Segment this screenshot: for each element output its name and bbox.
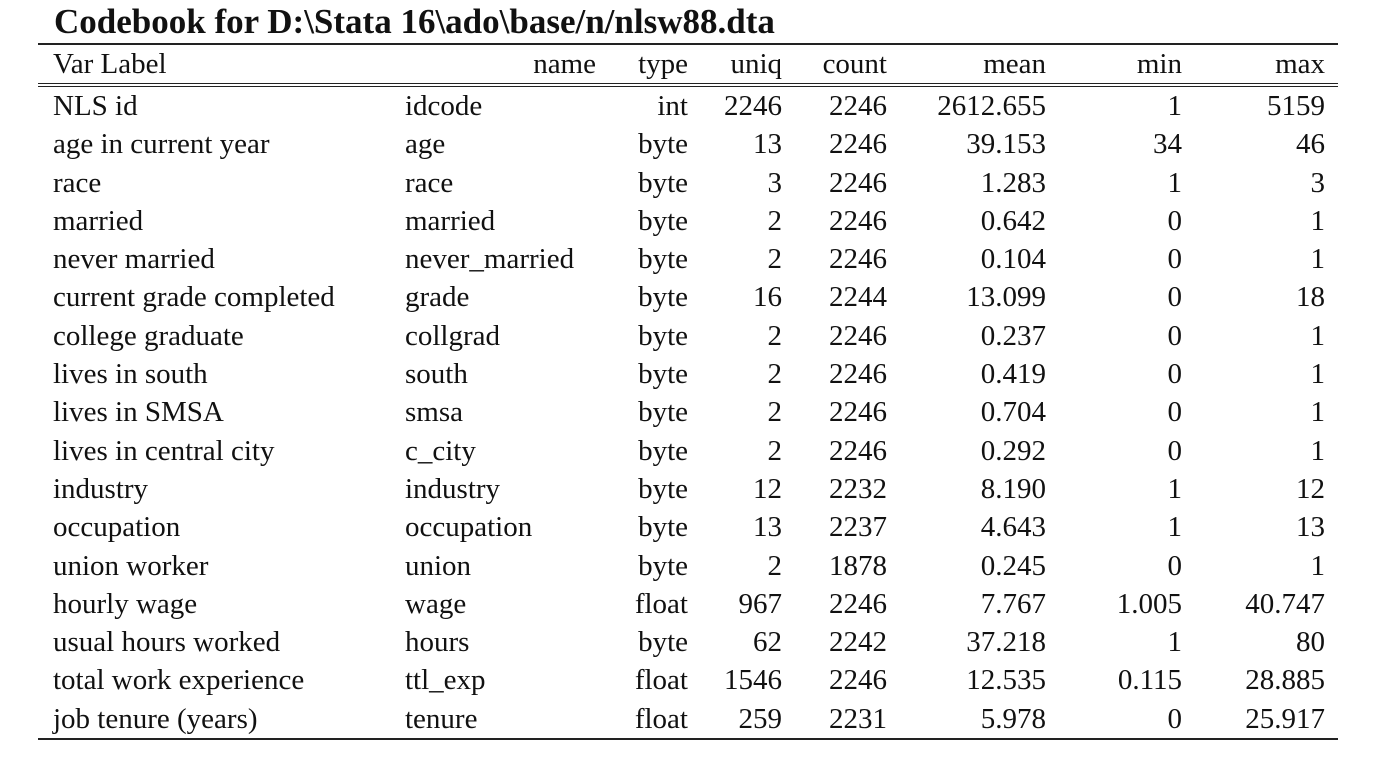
header-max: max — [1275, 48, 1325, 80]
table-row — [38, 164, 1338, 202]
cell-count: 2246 — [829, 166, 887, 199]
cell-label: age in current year — [53, 128, 270, 161]
cell-name: ttl_exp — [405, 664, 486, 697]
table-row — [38, 547, 1338, 585]
cell-mean: 37.218 — [966, 626, 1046, 659]
cell-uniq: 16 — [753, 281, 782, 314]
cell-mean: 4.643 — [980, 511, 1046, 544]
cell-type: byte — [638, 511, 688, 544]
cell-mean: 2612.655 — [937, 90, 1046, 122]
cell-max: 80 — [1296, 626, 1325, 659]
cell-min: 1 — [1167, 511, 1182, 544]
cell-max: 25.917 — [1245, 702, 1325, 735]
cell-type: byte — [638, 549, 688, 582]
cell-count: 2246 — [829, 128, 887, 161]
table-row — [38, 125, 1338, 163]
cell-name: grade — [405, 281, 470, 314]
cell-label: lives in south — [53, 358, 208, 391]
cell-type: byte — [638, 472, 688, 505]
cell-count: 2232 — [829, 472, 887, 505]
cell-min: 34 — [1153, 128, 1182, 161]
table-row — [38, 202, 1338, 240]
table-row — [38, 470, 1338, 508]
cell-mean: 8.190 — [980, 472, 1046, 505]
cell-count: 1878 — [829, 549, 887, 582]
cell-count: 2246 — [829, 243, 887, 276]
cell-min: 0 — [1167, 319, 1182, 352]
table-row — [38, 355, 1338, 393]
cell-mean: 13.099 — [966, 281, 1046, 314]
cell-mean: 0.237 — [980, 319, 1046, 352]
cell-label: hourly wage — [53, 587, 198, 620]
cell-name: tenure — [405, 702, 478, 735]
header-type: type — [638, 48, 688, 80]
cell-max: 1 — [1310, 204, 1325, 237]
cell-type: byte — [638, 396, 688, 429]
cell-name: age — [405, 128, 446, 161]
header-var-label: Var Label — [53, 48, 167, 80]
cell-min: 1 — [1167, 90, 1182, 122]
cell-label: lives in SMSA — [53, 396, 224, 429]
cell-min: 1 — [1167, 472, 1182, 505]
table-row — [38, 317, 1338, 355]
cell-label: union worker — [53, 549, 209, 582]
cell-type: byte — [638, 281, 688, 314]
cell-uniq: 13 — [753, 511, 782, 544]
cell-label: total work experience — [53, 664, 305, 697]
cell-type: float — [634, 664, 688, 697]
cell-label: current grade completed — [53, 281, 335, 314]
cell-type: int — [657, 90, 688, 122]
cell-mean: 5.978 — [980, 702, 1046, 735]
cell-uniq: 2 — [767, 358, 782, 391]
header-uniq: uniq — [730, 48, 782, 80]
cell-mean: 0.419 — [980, 358, 1046, 391]
cell-max: 46 — [1296, 128, 1325, 161]
cell-max: 1 — [1310, 358, 1325, 391]
cell-name: collgrad — [405, 319, 501, 352]
table-row — [38, 700, 1338, 738]
cell-name: idcode — [405, 90, 483, 122]
cell-type: byte — [638, 358, 688, 391]
cell-name: union — [405, 549, 472, 582]
cell-max: 3 — [1310, 166, 1325, 199]
cell-name: occupation — [405, 511, 533, 544]
cell-uniq: 13 — [753, 128, 782, 161]
cell-max: 1 — [1310, 549, 1325, 582]
cell-count: 2242 — [829, 626, 887, 659]
cell-mean: 0.704 — [980, 396, 1046, 429]
cell-max: 28.885 — [1245, 664, 1325, 697]
cell-uniq: 3 — [767, 166, 782, 199]
cell-type: byte — [638, 626, 688, 659]
cell-min: 0 — [1167, 204, 1182, 237]
cell-min: 0 — [1167, 396, 1182, 429]
cell-count: 2231 — [829, 702, 887, 735]
cell-min: 0 — [1167, 243, 1182, 276]
cell-max: 1 — [1310, 396, 1325, 429]
cell-name: married — [405, 204, 496, 237]
cell-uniq: 2 — [767, 319, 782, 352]
header-mean: mean — [983, 48, 1046, 80]
cell-label: never married — [53, 243, 215, 276]
cell-type: byte — [638, 319, 688, 352]
codebook-table — [38, 43, 1338, 740]
cell-count: 2246 — [829, 204, 887, 237]
cell-name: smsa — [405, 396, 463, 429]
cell-max: 5159 — [1267, 90, 1325, 122]
table-body — [38, 87, 1338, 738]
table-row — [38, 508, 1338, 546]
cell-type: byte — [638, 204, 688, 237]
cell-mean: 39.153 — [966, 128, 1046, 161]
table-row — [38, 432, 1338, 470]
table-row — [38, 87, 1338, 125]
cell-name: race — [405, 166, 454, 199]
cell-max: 1 — [1310, 243, 1325, 276]
cell-min: 0 — [1167, 358, 1182, 391]
cell-min: 0.115 — [1117, 664, 1182, 697]
cell-count: 2246 — [829, 587, 887, 620]
cell-label: usual hours worked — [53, 626, 281, 659]
table-row — [38, 661, 1338, 699]
cell-mean: 7.767 — [980, 587, 1046, 620]
cell-name: industry — [405, 472, 501, 505]
cell-min: 1 — [1167, 626, 1182, 659]
cell-type: byte — [638, 243, 688, 276]
cell-label: married — [53, 204, 144, 237]
cell-uniq: 12 — [753, 472, 782, 505]
cell-min: 1 — [1167, 166, 1182, 199]
cell-count: 2246 — [829, 396, 887, 429]
cell-count: 2246 — [829, 664, 887, 697]
cell-type: byte — [638, 128, 688, 161]
cell-mean: 0.104 — [980, 243, 1046, 276]
header-name: name — [533, 48, 596, 80]
cell-type: float — [634, 587, 688, 620]
cell-name: south — [405, 358, 468, 391]
cell-max: 12 — [1296, 472, 1325, 505]
cell-max: 1 — [1310, 319, 1325, 352]
cell-count: 2246 — [829, 434, 887, 467]
cell-label: job tenure (years) — [53, 702, 258, 735]
cell-type: byte — [638, 166, 688, 199]
cell-min: 0 — [1167, 434, 1182, 467]
cell-uniq: 2 — [767, 243, 782, 276]
cell-max: 1 — [1310, 434, 1325, 467]
cell-uniq: 2 — [767, 549, 782, 582]
table-row — [38, 623, 1338, 661]
cell-mean: 0.642 — [980, 204, 1046, 237]
cell-uniq: 2 — [767, 396, 782, 429]
codebook-title: Codebook for D:\Stata 16\ado\base/n/nlsw88.dta — [54, 2, 775, 41]
cell-min: 0 — [1167, 549, 1182, 582]
cell-name: never_married — [405, 243, 575, 276]
cell-count: 2246 — [829, 358, 887, 391]
table-row — [38, 585, 1338, 623]
cell-type: float — [634, 702, 688, 735]
cell-uniq: 2246 — [724, 90, 782, 122]
cell-mean: 0.292 — [980, 434, 1046, 467]
cell-uniq: 259 — [738, 702, 782, 735]
header-min: min — [1136, 48, 1182, 80]
cell-mean: 1.283 — [980, 166, 1046, 199]
cell-min: 0 — [1167, 702, 1182, 735]
cell-mean: 0.245 — [980, 549, 1046, 582]
cell-label: NLS id — [53, 90, 138, 122]
cell-name: hours — [405, 626, 470, 659]
cell-label: race — [53, 166, 102, 199]
cell-count: 2244 — [829, 281, 887, 314]
cell-count: 2237 — [829, 511, 887, 544]
cell-label: college graduate — [53, 319, 244, 352]
table-row — [38, 393, 1338, 431]
cell-mean: 12.535 — [966, 664, 1046, 697]
cell-type: byte — [638, 434, 688, 467]
table-row — [38, 278, 1338, 316]
cell-uniq: 967 — [738, 587, 782, 620]
cell-max: 18 — [1296, 281, 1325, 314]
cell-name: c_city — [405, 434, 476, 467]
cell-max: 40.747 — [1245, 587, 1325, 620]
header-count: count — [822, 48, 887, 80]
cell-max: 13 — [1296, 511, 1325, 544]
cell-min: 1.005 — [1116, 587, 1182, 620]
cell-label: occupation — [53, 511, 181, 544]
cell-label: lives in central city — [53, 434, 275, 467]
cell-count: 2246 — [829, 319, 887, 352]
cell-count: 2246 — [829, 90, 887, 122]
cell-min: 0 — [1167, 281, 1182, 314]
cell-uniq: 2 — [767, 434, 782, 467]
cell-name: wage — [405, 587, 467, 620]
cell-uniq: 1546 — [724, 664, 782, 697]
cell-uniq: 2 — [767, 204, 782, 237]
table-header — [38, 45, 1338, 87]
cell-uniq: 62 — [753, 626, 782, 659]
table-row — [38, 240, 1338, 278]
cell-label: industry — [53, 472, 149, 505]
